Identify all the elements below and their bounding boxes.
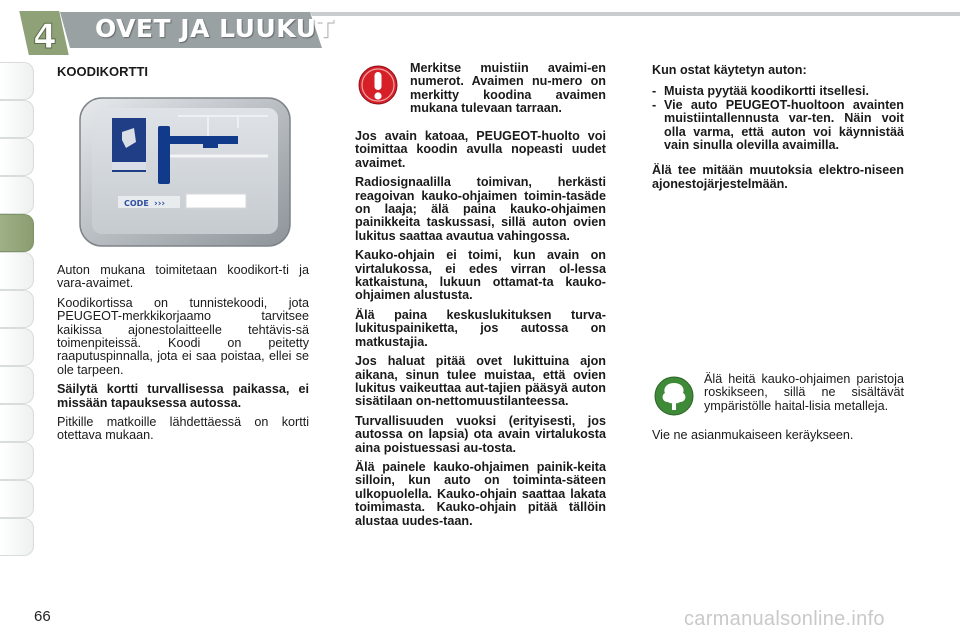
paragraph: Jos haluat pitää ovet lukittuina ajon aikana, sinun tulee muistaa, että ovien lukitus vaikeuttaa aut-tajien pääsyä auton sisätilaan on-nettomuustilanteessa. [355, 354, 606, 409]
paragraph: Turvallisuuden vuoksi (erityisesti, jos autossa on lapsia) ota avain virtalukosta aina poistuessasi au-tosta. [355, 413, 606, 455]
list-item: - Vie auto PEUGEOT-huoltoon avainten muistiintallennusta var-ten. Näin voit olla varma, että auton voi käynnistää vain sinulla olevilla avaimilla. [652, 97, 904, 153]
section-title: KOODIKORTTI [57, 64, 148, 79]
paragraph: Koodikortissa on tunnistekoodi, jota PEUGEOT-merkkikorjaamo tarvitsee kaikissa ajonestolaitteelle tehtävis-sä toimenpiteissä. Koodi on peitetty raaputuspinnalla, jota ei saa poistaa, ellei se ole tarpeen. [57, 295, 309, 377]
immobiliser-note: Älä tee mitään muutoksia elektro-niseen ajonestojärjestelmään. [652, 163, 904, 191]
chapter-tab-11[interactable] [0, 442, 34, 480]
tree-icon [654, 376, 694, 416]
paragraph: Auton mukana toimitetaan koodikort-ti ja vara-avaimet. [57, 263, 309, 291]
used-car-heading: Kun ostat käytetyn auton: [652, 63, 807, 77]
chapter-tab-6[interactable] [0, 252, 34, 290]
middle-column-text [355, 130, 606, 534]
chapter-tab-2[interactable] [0, 100, 34, 138]
warning-text: Merkitse muistiin avaimi-en numerot. Avaimen nu-mero on merkitty koodina avaimen mukana tulevaan tarraan. [410, 61, 606, 116]
list-item: - Muista pyytää koodikortti itsellesi. [652, 84, 870, 99]
chapter-tabs [0, 62, 40, 582]
environment-text: Älä heitä kauko-ohjaimen paristoja roskikseen, sillä ne sisältävät ympäristölle haital-lisia metalleja. [704, 372, 904, 413]
paragraph: Älä paina keskuslukituksen turva-lukituspainiketta, jos autossa on matkustajia. [355, 307, 606, 349]
watermark: carmanualsonline.info [684, 608, 885, 630]
paragraph: Kauko-ohjain ei toimi, kun avain on virtalukossa, ei edes virran ol-lessa katkaistuna, lukuun ottamat-ta kauko-ohjaimen alustusta. [355, 248, 606, 303]
chapter-tab-13[interactable] [0, 518, 34, 556]
keycard-code-label: CODE [124, 199, 149, 208]
right-column-text [652, 64, 904, 197]
chapter-tab-8[interactable] [0, 328, 34, 366]
paragraph: Pitkille matkoille lähdettäessä on kortti otettava mukaan. [57, 415, 309, 443]
svg-text:›››: ››› [154, 199, 166, 209]
paragraph: Jos avain katoaa, PEUGEOT-huolto voi toimittaa koodin avulla nopeasti uudet avaimet. [355, 129, 606, 170]
left-column-text [57, 264, 309, 449]
page-number: 66 [34, 608, 51, 625]
chapter-tab-5-active[interactable] [0, 214, 34, 252]
chapter-tab-12[interactable] [0, 480, 34, 518]
chapter-tab-4[interactable] [0, 176, 34, 214]
chapter-tab-3[interactable] [0, 138, 34, 176]
chapter-tab-1[interactable] [0, 62, 34, 100]
chapter-number: 4 [33, 17, 57, 57]
paragraph-bold: Säilytä kortti turvallisessa paikassa, ei missään tapauksessa autossa. [57, 382, 309, 410]
chapter-tab-7[interactable] [0, 290, 34, 328]
chapter-tab-9[interactable] [0, 366, 34, 404]
exclamation-icon [357, 64, 399, 106]
used-car-list [652, 85, 904, 152]
paragraph: Radiosignaalilla toimivan, herkästi reagoivan kauko-ohjaimen toimin-tasäde on laaja; älä paina kauko-ohjaimen painikkeita taskussasi, sillä auton ovien lukitus saattaa avautua vahingossa. [355, 175, 606, 243]
environment-text-2: Vie ne asianmukaiseen keräykseen. [652, 428, 854, 442]
keycard-illustration [78, 96, 292, 248]
page-title: OVET JA LUUKUT [95, 14, 335, 43]
chapter-tab-10[interactable] [0, 404, 34, 442]
paragraph: Älä painele kauko-ohjaimen painik-keita silloin, kun auto on toiminta-säteen ulkopuolella. Kauko-ohjain saattaa lakata toimimasta. Kauko-ohjain pitää tällöin alustaa uudes-taan. [355, 459, 606, 528]
